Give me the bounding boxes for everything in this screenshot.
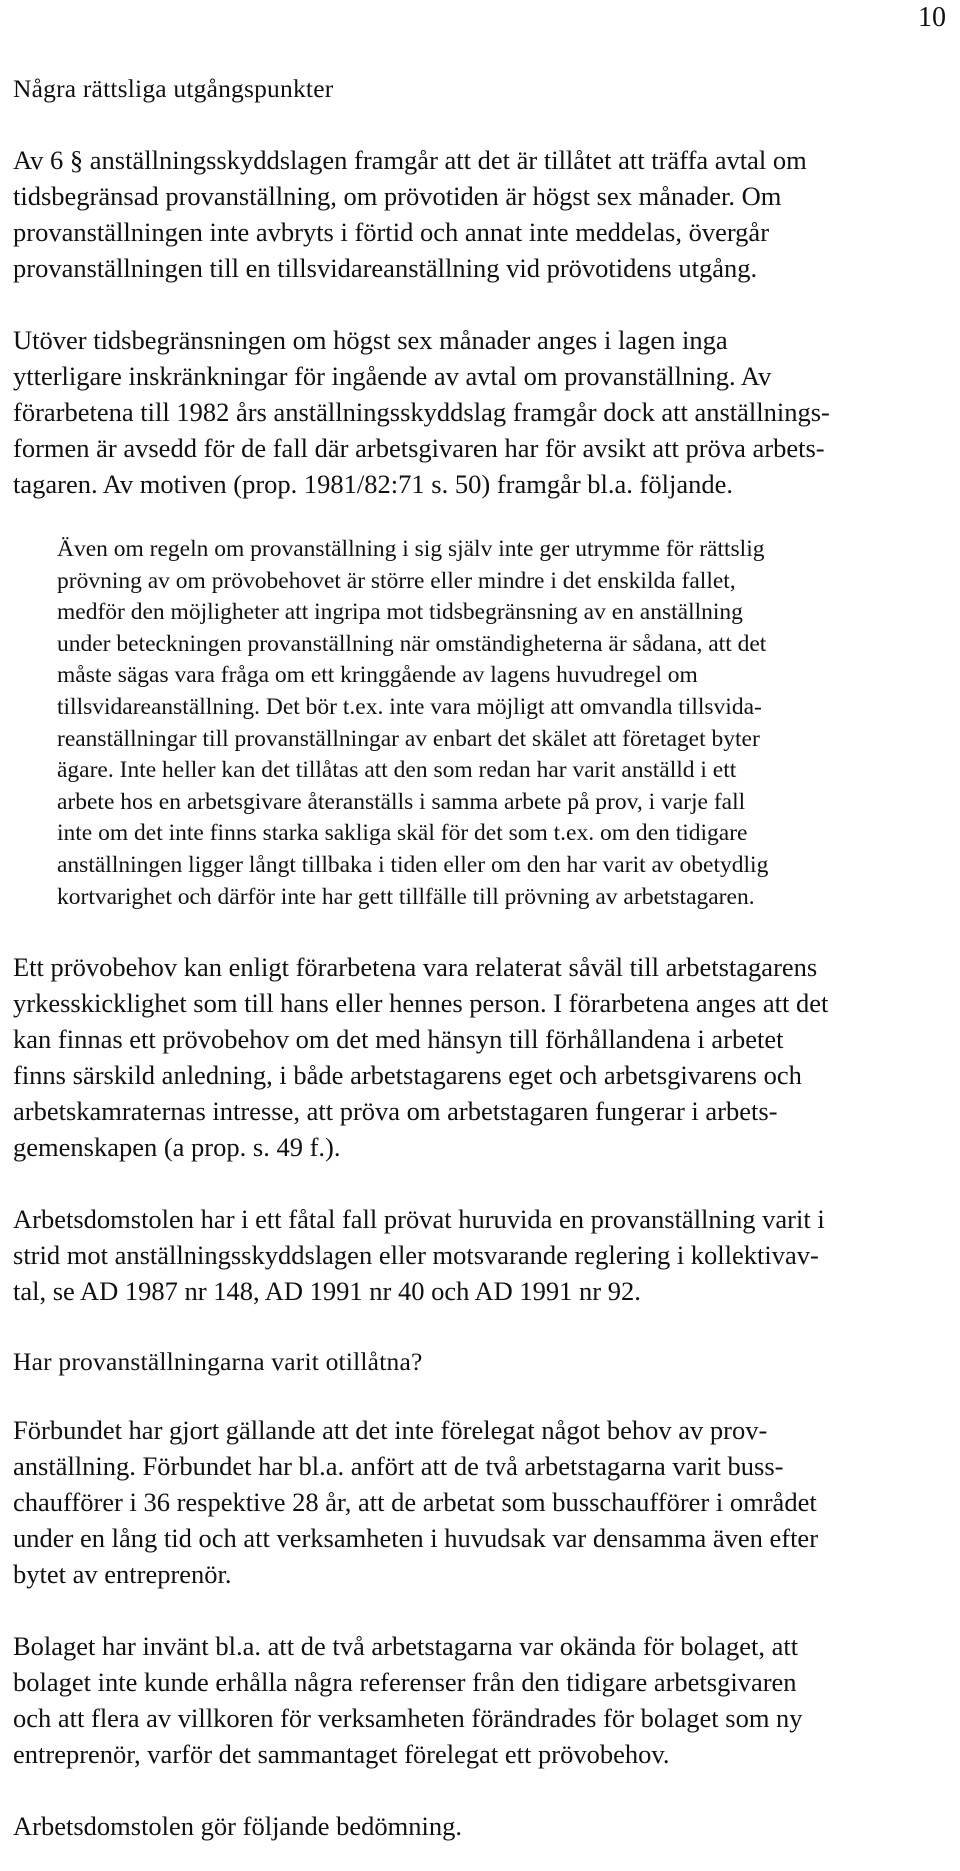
text-line: under en lång tid och att verksamheten i huvudsak var densamma även efter	[13, 1523, 819, 1554]
paragraph	[13, 1808, 943, 1844]
text-line: entreprenör, varför det sammantaget förelegat ett prövobehov.	[13, 1739, 670, 1770]
text-line: Arbetsdomstolen gör följande bedömning.	[13, 1811, 462, 1842]
text-line: gemenskapen (a prop. s. 49 f.).	[13, 1132, 341, 1163]
quote-line: under beteckningen provanställning när omständigheterna är sådana, att det	[57, 630, 767, 657]
document-body	[13, 72, 943, 1844]
text-line: Arbetsdomstolen har i ett fåtal fall prövat huruvida en provanställning varit i	[13, 1204, 825, 1235]
quote-line: anställningen ligger långt tillbaka i tiden eller om den har varit av obetydlig	[57, 851, 769, 878]
text-line: arbetskamraternas intresse, att pröva om arbetstagaren fungerar i arbets-	[13, 1096, 778, 1127]
text-line: Bolaget har invänt bl.a. att de två arbetstagarna var okända för bolaget, att	[13, 1631, 799, 1662]
quote-line: tillsvidareanställning. Det bör t.ex. inte vara möjligt att omvandla tillsvida-	[57, 693, 762, 720]
quote-line: Även om regeln om provanställning i sig själv inte ger utrymme för rättslig	[57, 536, 765, 562]
paragraph	[13, 949, 943, 1165]
text-line: yrkesskicklighet som till hans eller hennes person. I förarbetena anges att det	[13, 988, 829, 1019]
text-line: anställning. Förbundet har bl.a. anfört att de två arbetstagarna varit buss-	[13, 1451, 784, 1482]
text-line: och att flera av villkoren för verksamheten förändrades för bolaget som ny	[13, 1703, 803, 1734]
paragraph	[13, 322, 943, 502]
quote-line: måste sägas vara fråga om ett kringgående av lagens huvudregel om	[57, 662, 698, 689]
text-line: bolaget inte kunde erhålla några referenser från den tidigare arbetsgivaren	[13, 1667, 797, 1698]
paragraph	[13, 1201, 943, 1309]
quote-line: medför den möjligheter att ingripa mot tidsbegränsning av en anställning	[57, 599, 743, 626]
text-line: tagaren. Av motiven (prop. 1981/82:71 s. 50) framgår bl.a. följande.	[13, 469, 733, 499]
text-line: kan finnas ett prövobehov om det med hänsyn till förhållandena i arbetet	[13, 1024, 784, 1055]
quote-line: kortvarighet och därför inte har gett tillfälle till prövning av arbetstagaren.	[57, 883, 755, 910]
block-quote	[13, 534, 943, 913]
text-line: Ett prövobehov kan enligt förarbetena vara relaterat såväl till arbetstagarens	[13, 952, 818, 983]
paragraph	[13, 1628, 943, 1772]
text-line: Utöver tidsbegränsningen om högst sex månader anges i lagen inga	[13, 325, 728, 355]
text-line: provanställningen till en tillsvidareanställning vid prövotidens utgång.	[13, 253, 758, 283]
quote-line: prövning av om prövobehovet är större eller mindre i det enskilda fallet,	[57, 567, 736, 594]
text-line: ytterligare inskränkningar för ingående av avtal om provanställning. Av	[13, 361, 772, 391]
text-line: formen är avsedd för de fall där arbetsgivaren har för avsikt att pröva arbets-	[13, 433, 825, 463]
quote-line: ägare. Inte heller kan det tillåtas att den som redan har varit anställd i ett	[57, 757, 737, 784]
paragraph	[13, 142, 943, 286]
quote-line: arbete hos en arbetsgivare återanställs i samma arbete på prov, i varje fall	[57, 788, 746, 815]
page-number: 10	[918, 2, 946, 33]
text-line: bytet av entreprenör.	[13, 1559, 232, 1590]
quote-line: inte om det inte finns starka sakliga skäl för det som t.ex. om den tidigare	[57, 820, 748, 847]
text-line: provanställningen inte avbryts i förtid och annat inte meddelas, övergår	[13, 217, 770, 247]
quote-line: reanställningar till provanställningar av enbart det skälet att företaget byter	[57, 725, 760, 752]
section-heading: Har provanställningarna varit otillåtna?	[13, 1347, 423, 1377]
text-line: förarbetena till 1982 års anställningsskyddslag framgår dock att anställnings-	[13, 397, 830, 427]
text-line: Förbundet har gjort gällande att det inte förelegat något behov av prov-	[13, 1415, 768, 1446]
text-line: tal, se AD 1987 nr 148, AD 1991 nr 40 och AD 1991 nr 92.	[13, 1276, 641, 1307]
text-line: Av 6 § anställningsskyddslagen framgår att det är tillåtet att träffa avtal om	[13, 145, 807, 175]
text-line: finns särskild anledning, i både arbetstagarens eget och arbetsgivarens och	[13, 1060, 802, 1091]
paragraph	[13, 1412, 943, 1592]
text-line: tidsbegränsad provanställning, om prövotiden är högst sex månader. Om	[13, 181, 782, 211]
section-heading: Några rättsliga utgångspunkter	[13, 74, 334, 103]
text-line: strid mot anställningsskyddslagen eller motsvarande reglering i kollektivav-	[13, 1240, 819, 1271]
text-line: chaufförer i 36 respektive 28 år, att de arbetat som busschaufförer i området	[13, 1487, 817, 1518]
